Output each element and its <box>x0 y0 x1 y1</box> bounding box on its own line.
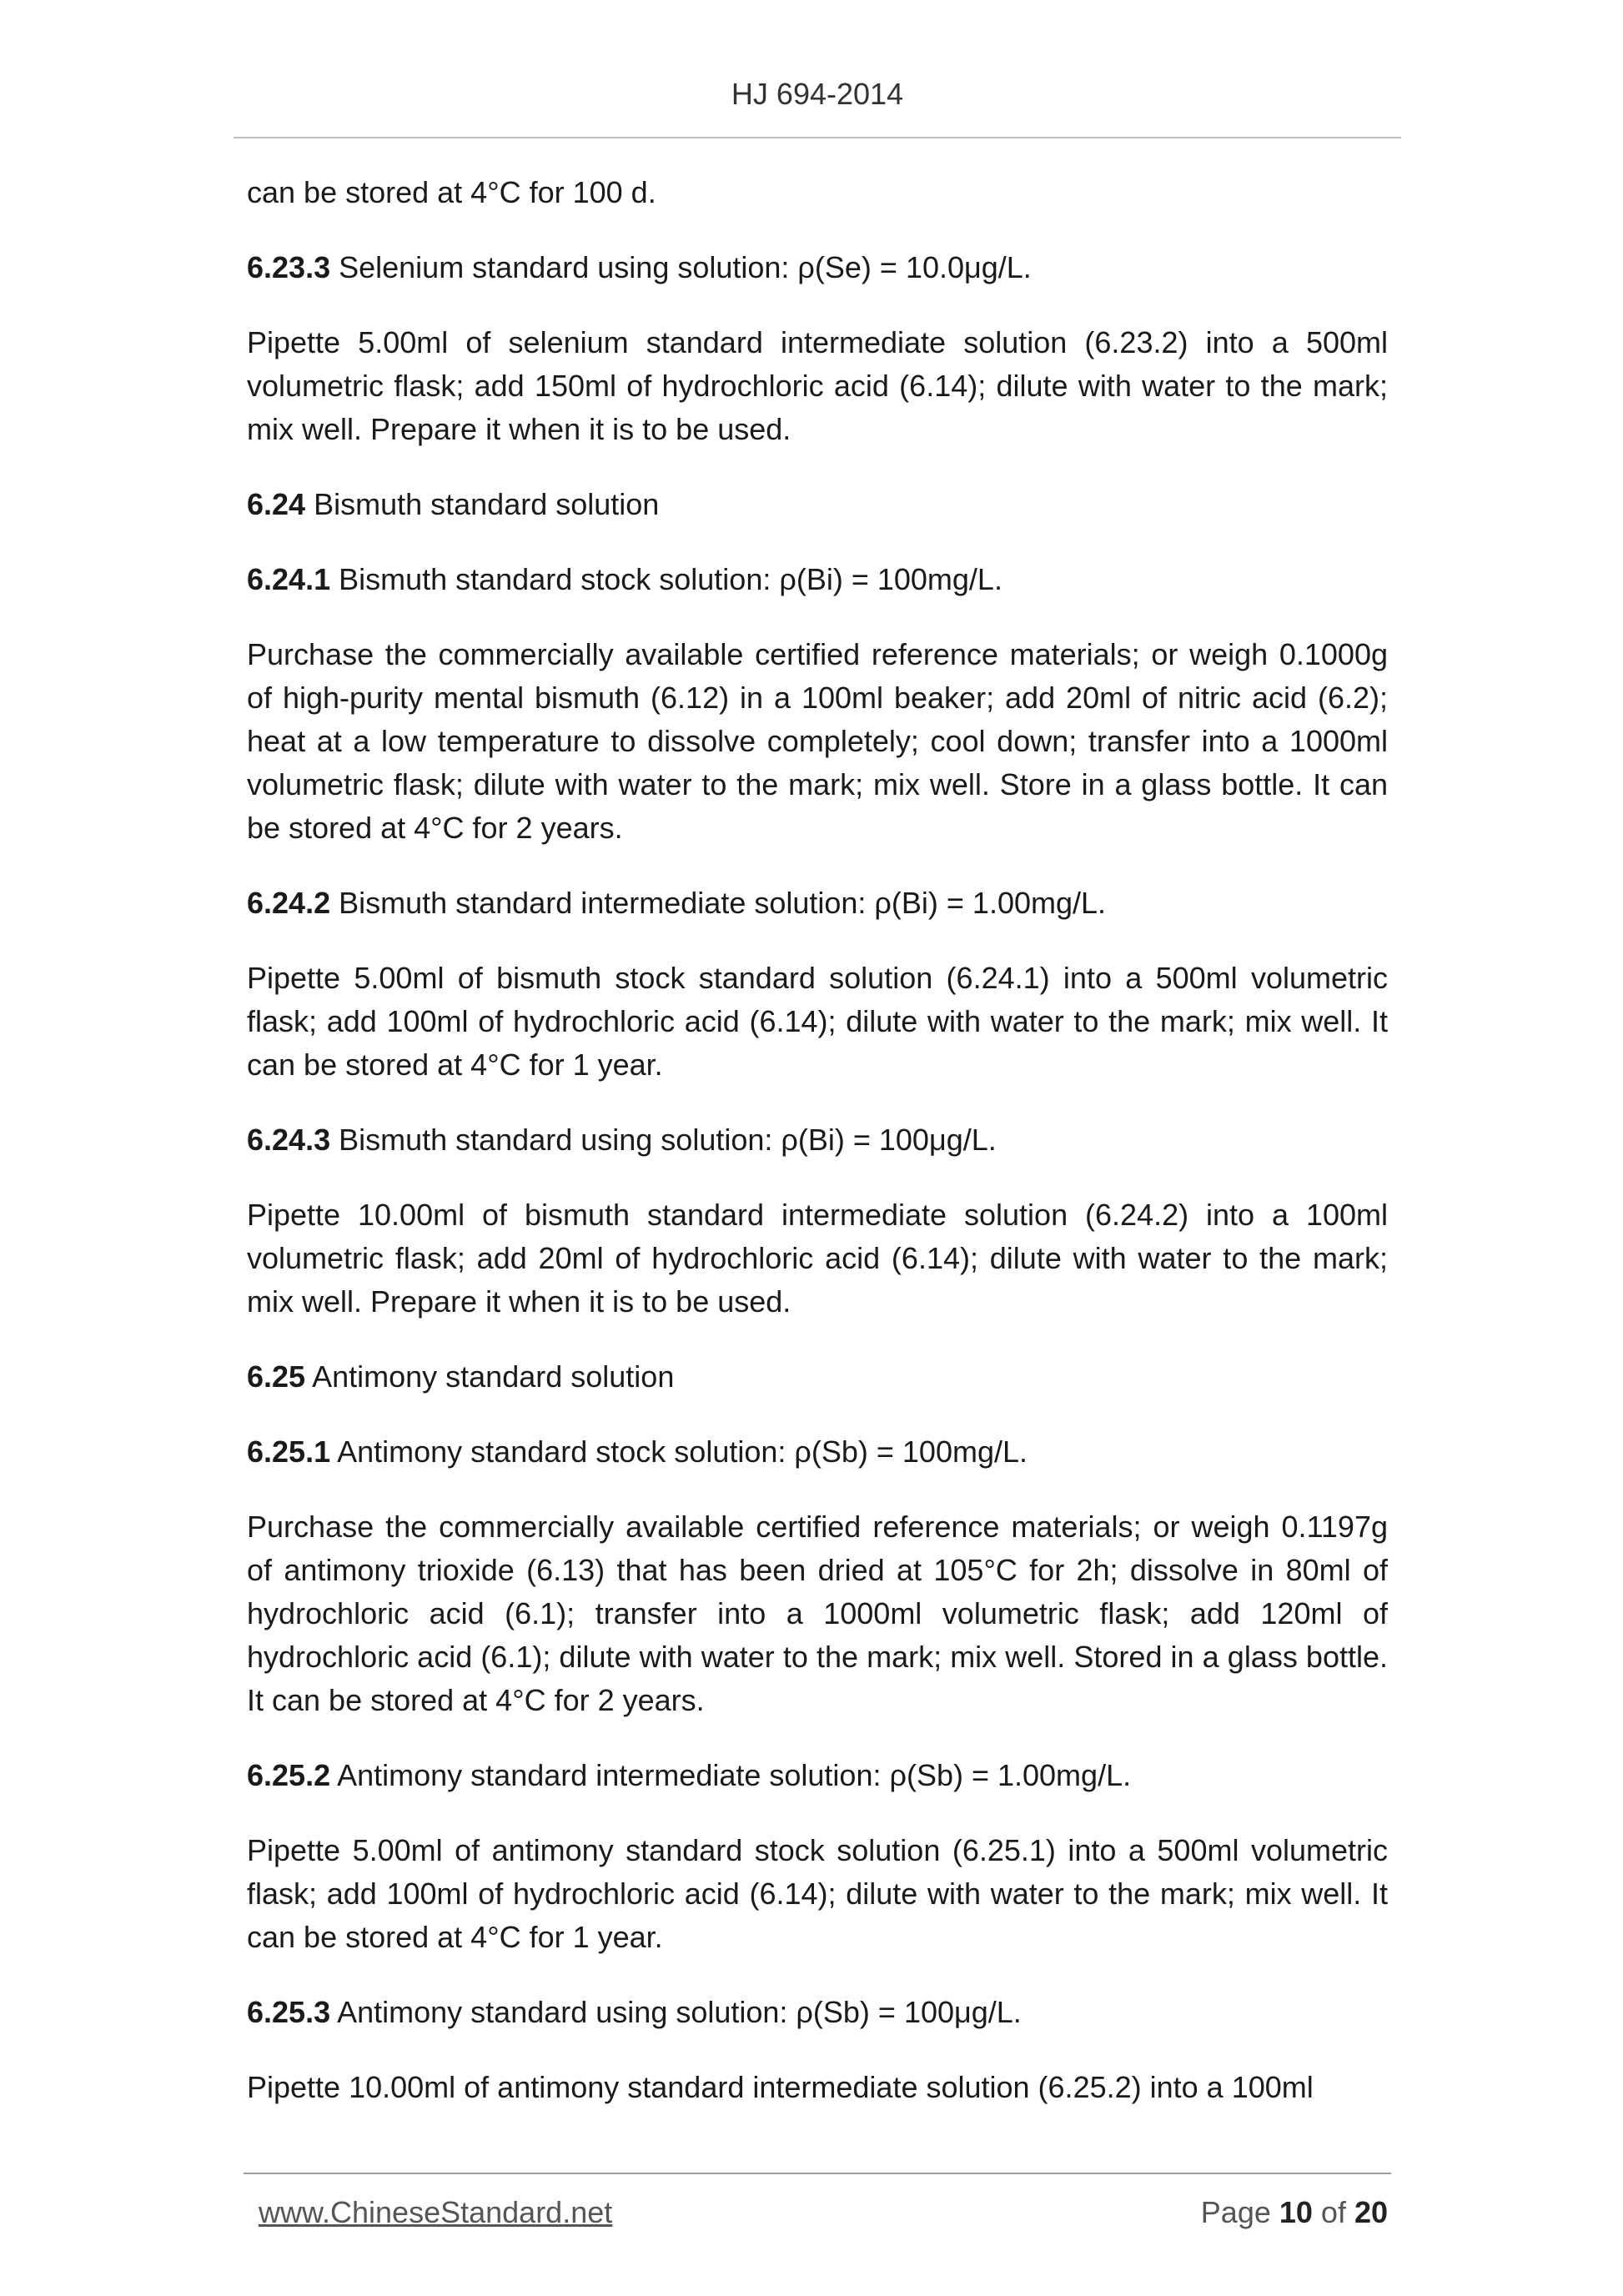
paragraph: Purchase the commercially available certified reference materials; or weigh 0.1197g of antimony trioxide (6.13) that has been dried at 105°C for 2h; dissolve in 80ml of hydrochloric acid (6.1); transfer into a 1000ml volumetric flask; add 120ml of hydrochloric acid (6.1); dilute with water to the mark; mix well. Stored in a glass bottle. It can be stored at 4°C for 2 years. <box>247 1510 1388 1717</box>
section-heading: 6.24.1 Bismuth standard stock solution: ρ(Bi) = 100mg/L. <box>247 562 1002 596</box>
section-number: 6.24.3 <box>247 1123 331 1157</box>
section-heading: 6.23.3 Selenium standard using solution: ρ(Se) = 10.0μg/L. <box>247 250 1032 284</box>
section-number: 6.24.2 <box>247 886 331 920</box>
paragraph: Pipette 10.00ml of bismuth standard intermediate solution (6.24.2) into a 100ml volumetric flask; add 20ml of hydrochloric acid (6.14); dilute with water to the mark; mix well. Prepare it when it is to be used. <box>247 1198 1388 1319</box>
paragraph: Pipette 5.00ml of bismuth stock standard solution (6.24.1) into a 500ml volumetric flask; add 100ml of hydrochloric acid (6.14); dilute with water to the mark; mix well. It can be stored at 4°C for 1 year. <box>247 961 1388 1082</box>
section-heading: 6.25.2 Antimony standard intermediate solution: ρ(Sb) = 1.00mg/L. <box>247 1758 1132 1792</box>
page-header <box>234 77 1401 138</box>
section-heading: 6.25.3 Antimony standard using solution: ρ(Sb) = 100μg/L. <box>247 1995 1022 2029</box>
section-number: 6.25 <box>247 1359 306 1394</box>
document-code: HJ 694-2014 <box>731 77 904 111</box>
section-heading: 6.25 Antimony standard solution <box>247 1359 675 1394</box>
section-heading: 6.25.1 Antimony standard stock solution: ρ(Sb) = 100mg/L. <box>247 1434 1028 1469</box>
footer-divider <box>244 2173 1391 2174</box>
paragraph: Pipette 5.00ml of selenium standard intermediate solution (6.23.2) into a 500ml volumetric flask; add 150ml of hydrochloric acid (6.14); dilute with water to the mark; mix well. Prepare it when it is to be used. <box>247 325 1388 446</box>
section-number: 6.25.3 <box>247 1995 331 2029</box>
section-number: 6.25.2 <box>247 1758 331 1792</box>
section-heading: 6.24.2 Bismuth standard intermediate solution: ρ(Bi) = 1.00mg/L. <box>247 886 1107 920</box>
document-body <box>247 171 1388 2141</box>
paragraph: can be stored at 4°C for 100 d. <box>247 175 656 209</box>
paragraph: Pipette 5.00ml of antimony standard stock solution (6.25.1) into a 500ml volumetric flask; add 100ml of hydrochloric acid (6.14); dilute with water to the mark; mix well. It can be stored at 4°C for 1 year. <box>247 1833 1388 1954</box>
site-link[interactable]: www.ChineseStandard.net <box>259 2195 613 2229</box>
section-heading: 6.24 Bismuth standard solution <box>247 487 660 521</box>
paragraph: Pipette 10.00ml of antimony standard intermediate solution (6.25.2) into a 100ml <box>247 2070 1314 2104</box>
paragraph: Purchase the commercially available certified reference materials; or weigh 0.1000g of high-purity mental bismuth (6.12) in a 100ml beaker; add 20ml of nitric acid (6.2); heat at a low temperature to dissolve completely; cool down; transfer into a 1000ml volumetric flask; dilute with water to the mark; mix well. Store in a glass bottle. It can be stored at 4°C for 2 years. <box>247 637 1388 845</box>
section-number: 6.24 <box>247 487 306 521</box>
section-number: 6.24.1 <box>247 562 331 596</box>
section-number: 6.23.3 <box>247 250 331 284</box>
section-number: 6.25.1 <box>247 1434 331 1469</box>
section-heading: 6.24.3 Bismuth standard using solution: ρ(Bi) = 100μg/L. <box>247 1123 997 1157</box>
page-number: Page 10 of 20 <box>1200 2195 1388 2229</box>
